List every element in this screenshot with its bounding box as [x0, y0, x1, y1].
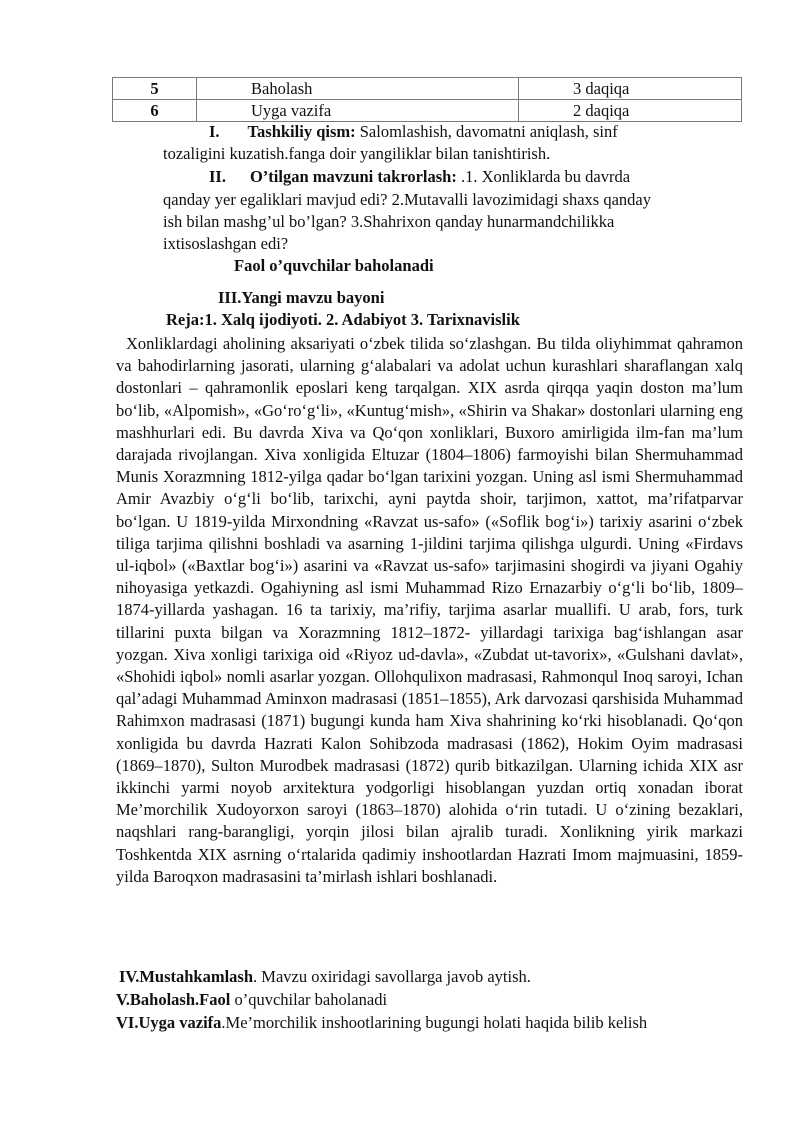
section-4-text: . Mavzu oxiridagi savollarga javob aytish.: [253, 967, 531, 986]
section-4-line: [119, 966, 531, 988]
section-3-title: III.Yangi mavzu bayoni: [218, 288, 385, 307]
main-text: Xonliklardagi aholining aksariyati o‘zbek tilida so‘zlashgan. Bu tilda oliyhimmat qahramon va bahodirlarning jasorati, ularning g‘alabalari va adolat uchun kurashlari sharaflangan xalq dostonlari – qahramonlik eposlari keng tarqalgan. XIX asrda qirqqa yaqin doston ma’lum bo‘lib, «Alpomish», «Go‘ro‘g‘li», «Kuntug‘mish», «Shirin va Shakar» dostonlari ularning eng mashhurlari edi. Bu davrda Xiva va Qo‘qon xonliklari, Buxoro amirligida ilm-fan ma’lum darajada rivojlangan. Xiva xonligida Eltuzar (1804–1806) farmoyishi bilan Shermuhammad Munis Xorazmning 1812-yilga qadar bo‘lgan tarixini yozgan. Uning asl ismi Shermuhammad Amir Avazbiy o‘g‘li bo‘lib, tarixchi, ayni paytda shoir, tarjimon, xattot, ma’rifatparvar bo‘lgan. U 1819-yilda Mirxondning «Ravzat us-safo» («Soflik bog‘i») tarixiy asarini o‘zbek tiliga tarjima qilishni boshladi va asarning 1-jildini tarjima qilishga ulgurdi. Uning «Firdavs ul-iqbol» («Baxtlar bog‘i») asarini va «Ravzat us-safo» tarjimasini shogirdi va jiyani Ogahiy nihoyasiga yetkazdi. Ogahiyning asl ismi Muhammad Rizo Ernazarbiy o‘g‘li bo‘lib, 1809–1874-yillarda yashagan. 16 ta tarixiy, ma’rifiy, tarjima asarlar muallifi. U arab, fors, turk tillarini puxta bilgan va Xorazmning 1812–1872- yillardagi tarixiga bag‘ishlangan asar yozgan. Xiva xonligi tarixiga oid «Riyoz ud-davla», «Zubdat ut-tavorix», «Gulshani davlat», «Shohidi iqbol» nomli asarlar yozgan. Ollohqulixon madrasasi, Rahmonqul Inoq saroyi, Ichan qal’adagi Muhammad Aminxon madrasasi (1851–1855), Ark darvozasi qarshisida Muhammad Rahimxon madrasasi (1871) bugungi kunda ham Xiva shahrining ko‘rki hisoblanadi. Qo‘qon xonligida bu davrda Hazrati Kalon Sohibzoda madrasasi (1862), Hokim Oyim madrasasi (1869–1870), Sulton Murodbek madrasasi (1872) qurib bitkazilgan. Ularning ichida XIX asr ikkinchi yarmi noyob arxitektura yodgorligi hisoblangan yuzdan ortiq xonadan iborat Me’morchilik Xudoyorxon saroyi (1863–1870) alohida o‘rin tutadi. U o‘zining bezaklari, naqshlari rang-barangligi, yorqin jilosi bilan ajralib turadi. Xonlikning yirik markazi Toshkentda XIX asrning o‘rtalarida qadimiy inshootlardan Hazrati Imom majmuasini, 1859-yilda Baroqxon madrasasini ta’mirlash ishlari boshlanadi.: [116, 334, 743, 886]
section-2-number: II.: [209, 167, 226, 186]
section-6-line: [116, 1012, 647, 1034]
section-6-title: VI.Uyga vazifa: [116, 1013, 222, 1032]
table-row: [113, 78, 742, 100]
row-duration: 3 daqiqa: [519, 78, 742, 100]
section-1-text: Salomlashish, davomatni aniqlash, sinf: [359, 122, 618, 141]
section-2-line-1: [209, 166, 630, 188]
active-students-note: Faol o’quvchilar baholanadi: [234, 256, 434, 275]
row-stage: Uyga vazifa: [197, 100, 519, 122]
section-2-line-2: qanday yer egaliklari mavjud edi? 2.Mutavalli lavozimidagi shaxs qanday: [163, 190, 651, 209]
section-2-line-3: ish bilan mashg’ul bo’lgan? 3.Shahrixon qanday hunarmandchilikka: [163, 212, 615, 231]
section-4-title: IV.Mustahkamlash: [119, 967, 254, 986]
table-row: [113, 100, 742, 122]
section-1-line-2: tozaligini kuzatish.fanga doir yangiliklar bilan tanishtirish.: [163, 144, 551, 163]
lesson-plan-table: [112, 77, 742, 122]
section-2-title: O’tilgan mavzuni takrorlash:: [249, 167, 457, 186]
row-stage: Baholash: [197, 78, 519, 100]
section-5-text: o’quvchilar baholanadi: [230, 990, 388, 1009]
row-number: 6: [113, 100, 197, 122]
row-duration: 2 daqiqa: [519, 100, 742, 122]
section-2-line-4: ixtisoslashgan edi?: [163, 234, 289, 253]
section-1-line-1: [209, 121, 618, 143]
section-5-title: V.Baholash.Faol: [116, 990, 231, 1009]
section-5-line: [116, 989, 387, 1011]
section-6-text: .Me’morchilik inshootlarining bugungi holati haqida bilib kelish: [221, 1013, 648, 1032]
section-1-number: I.: [209, 122, 220, 141]
lesson-plan-outline: Reja:1. Xalq ijodiyoti. 2. Adabiyot 3. Tarixnavislik: [166, 310, 520, 329]
section-1-title: Tashkiliy qism:: [247, 122, 356, 141]
row-number: 5: [113, 78, 197, 100]
section-2-text: .1. Xonliklarda bu davrda: [460, 167, 631, 186]
